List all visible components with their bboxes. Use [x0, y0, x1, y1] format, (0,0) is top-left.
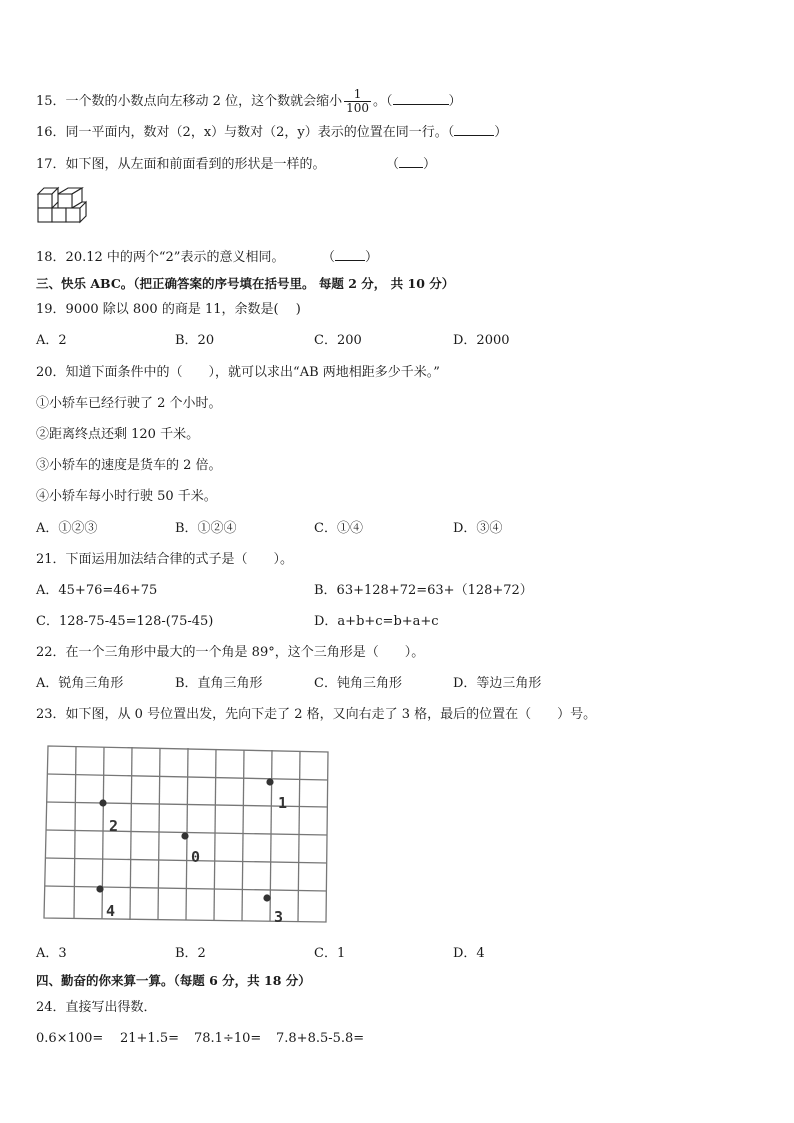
q21-option-c[interactable]: C．128-75-45=128-(75-45) — [36, 614, 214, 629]
q24-expr-1: 0.6×100= — [36, 1031, 104, 1046]
grid-points — [96, 778, 273, 901]
q19-option-a[interactable]: A．2 — [36, 333, 67, 348]
q18-answer-blank[interactable] — [335, 260, 365, 261]
q21-option-d[interactable]: D．a+b+c=b+a+c — [314, 614, 439, 629]
q24-text: 24．直接写出得数． — [36, 1000, 157, 1015]
q20-option-b[interactable]: B．①②④ — [175, 521, 237, 536]
q18-line — [36, 250, 284, 266]
q20-text: 20．知道下面条件中的（ ），就可以求出“AB 两地相距多少千米。” — [36, 365, 440, 380]
q16-line — [36, 125, 507, 141]
section-4-heading: 四、勤奋的你来算一算。（每题 6 分，共 18 分） — [36, 973, 311, 988]
q21-option-a[interactable]: A．45+76=46+75 — [36, 583, 158, 598]
position-grid-figure — [40, 744, 330, 926]
q22-option-b[interactable]: B．直角三角形 — [175, 676, 263, 691]
q20-option-a[interactable]: A．①②③ — [36, 521, 98, 536]
q20-option-c[interactable]: C．①④ — [314, 521, 363, 536]
point-0-marker — [181, 832, 188, 839]
grid-label-4: 4 — [106, 902, 116, 920]
q23-option-b[interactable]: B．2 — [175, 946, 206, 961]
q15-frac-denominator: 100 — [346, 101, 369, 115]
q19-text: 19．9000 除以 800 的商是 11，余数是( ) — [36, 302, 301, 317]
q15-text: 15．一个数的小数点向左移动 2 位，这个数就会缩小 — [36, 94, 343, 109]
q24-expr-3: 78.1÷10= — [194, 1031, 262, 1046]
q17-answer-blank[interactable] — [399, 167, 423, 168]
q18-answer — [322, 250, 378, 266]
q17-line — [36, 157, 326, 173]
q22-option-d[interactable]: D．等边三角形 — [453, 676, 542, 691]
grid-label-3: 3 — [274, 908, 284, 926]
q20-condition-4: ④小轿车每小时行驶 50 千米。 — [36, 489, 217, 504]
grid-label-2: 2 — [109, 817, 119, 835]
q16-paren-close: ） — [494, 125, 508, 140]
q17-paren-open: （ — [386, 157, 400, 172]
q15-frac-numerator: 1 — [344, 88, 371, 102]
q18-paren-close: ） — [365, 250, 379, 265]
q15-fraction — [344, 88, 371, 115]
q23-text: 23．如下图，从 0 号位置出发，先向下走了 2 格，又向右走了 3 格，最后的位置在（ ）号。 — [36, 707, 597, 722]
grid-label-1: 1 — [278, 794, 288, 812]
q16-answer-blank[interactable] — [454, 135, 494, 136]
q22-option-a[interactable]: A．锐角三角形 — [36, 676, 124, 691]
q15-paren-close: ） — [448, 94, 462, 109]
point-4-marker — [96, 885, 103, 892]
q16-text: 16．同一平面内，数对（2，x）与数对（2，y）表示的位置在同一行。（ — [36, 125, 455, 140]
point-3-marker — [263, 894, 270, 901]
q23-option-c[interactable]: C．1 — [314, 946, 346, 961]
section-3-heading: 三、快乐 ABC。（把正确答案的序号填在括号里。 每题 2 分， 共 10 分） — [36, 276, 455, 291]
q15-answer-blank[interactable] — [393, 104, 449, 105]
q24-expr-4: 7.8+8.5-5.8= — [276, 1031, 365, 1046]
q23-option-a[interactable]: A．3 — [36, 946, 67, 961]
q20-condition-3: ③小轿车的速度是货车的 2 倍。 — [36, 458, 222, 473]
q19-option-d[interactable]: D．2000 — [453, 333, 510, 348]
q20-option-d[interactable]: D．③④ — [453, 521, 503, 536]
q22-text: 22．在一个三角形中最大的一个角是 89°，这个三角形是（ ）。 — [36, 645, 425, 660]
q18-text: 18．20.12 中的两个“2”表示的意义相同。 — [36, 250, 285, 265]
point-1-marker — [266, 778, 273, 785]
q21-option-b[interactable]: B．63+128+72=63+（128+72） — [314, 583, 533, 598]
grid-label-0: 0 — [191, 848, 201, 866]
q23-option-d[interactable]: D．4 — [453, 946, 485, 961]
q17-text: 17．如下图，从左面和前面看到的形状是一样的。 — [36, 157, 326, 172]
q17-paren-close: ） — [423, 157, 437, 172]
q21-text: 21．下面运用加法结合律的式子是（ ）。 — [36, 552, 294, 567]
q15-paren-open: 。（ — [372, 94, 393, 109]
q20-condition-1: ①小轿车已经行驶了 2 个小时。 — [36, 396, 222, 411]
q20-condition-2: ②距离终点还剩 120 千米。 — [36, 427, 200, 442]
q24-expr-2: 21+1.5= — [120, 1031, 180, 1046]
q19-option-b[interactable]: B．20 — [175, 333, 215, 348]
point-2-marker — [99, 799, 106, 806]
q19-option-c[interactable]: C．200 — [314, 333, 362, 348]
q22-option-c[interactable]: C．钝角三角形 — [314, 676, 402, 691]
q15-line — [36, 88, 462, 115]
q18-paren-open: （ — [322, 250, 336, 265]
cube-stack-figure — [36, 186, 90, 234]
q17-answer — [386, 157, 436, 173]
